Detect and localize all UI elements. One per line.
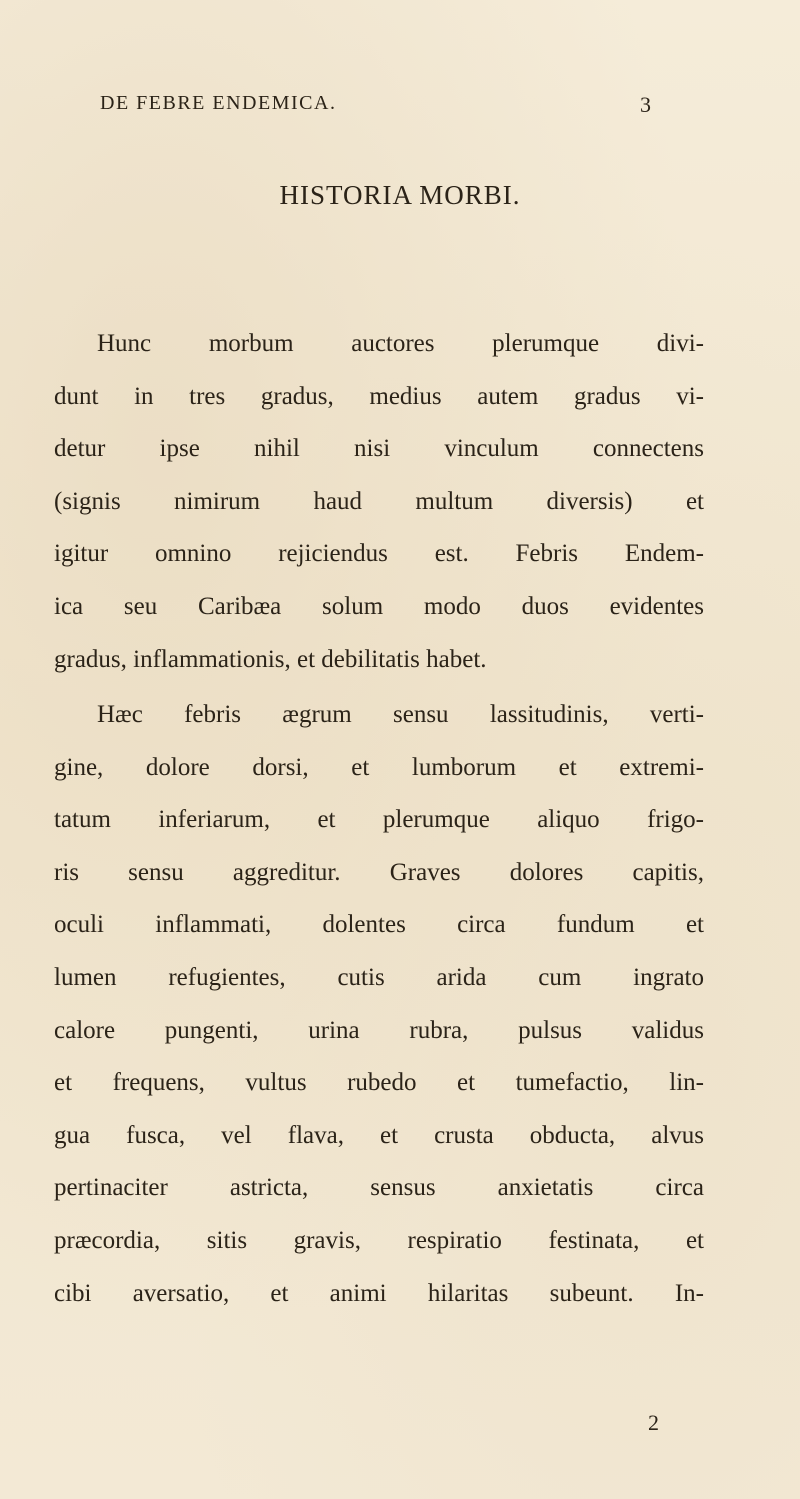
running-head [100,92,660,115]
text-line: gine, dolore dorsi, et lumborum et extremi- [54,753,704,781]
text-line: ris sensu aggreditur. Graves dolores capitis, [54,858,704,886]
text-line: cibi aversatio, et animi hilaritas subeunt. In- [54,1279,704,1307]
text-line: oculi inflammati, dolentes circa fundum et [54,911,704,939]
paragraph-1 [54,318,704,686]
text-line: ica seu Caribæa solum modo duos evidentes [54,592,704,620]
running-title: DE FEBRE ENDEMICA. [100,92,337,114]
text-line: dunt in tres gradus, medius autem gradus vi- [54,382,704,410]
signature-mark: 2 [648,1410,659,1435]
text-line: gradus, inflammationis, et debilitatis habet. [54,645,487,673]
text-line: gua fusca, vel flava, et crusta obducta, alvus [54,1121,704,1149]
text-line: calore pungenti, urina rubra, pulsus validus [54,1016,704,1044]
section-title: HISTORIA MORBI. [279,180,521,210]
text-line: præcordia, sitis gravis, respiratio festinata, et [54,1226,704,1254]
page-number: 3 [640,92,653,117]
text-line: tatum inferiarum, et plerumque aliquo frigo- [54,806,704,834]
text-line: igitur omnino rejiciendus est. Febris Endem- [54,540,704,568]
text-line: et frequens, vultus rubedo et tumefactio, lin- [54,1069,704,1097]
text-line: pertinaciter astricta, sensus anxietatis circa [54,1174,704,1202]
text-line: Hunc morbum auctores plerumque divi- [97,330,704,357]
text-line: lumen refugientes, cutis arida cum ingrato [54,963,704,991]
text-line: detur ipse nihil nisi vinculum connectens [54,435,704,463]
text-line: Hæc febris ægrum sensu lassitudinis, verti- [97,701,704,728]
text-line: (signis nimirum haud multum diversis) et [54,487,704,515]
paragraph-2 [54,689,704,1320]
